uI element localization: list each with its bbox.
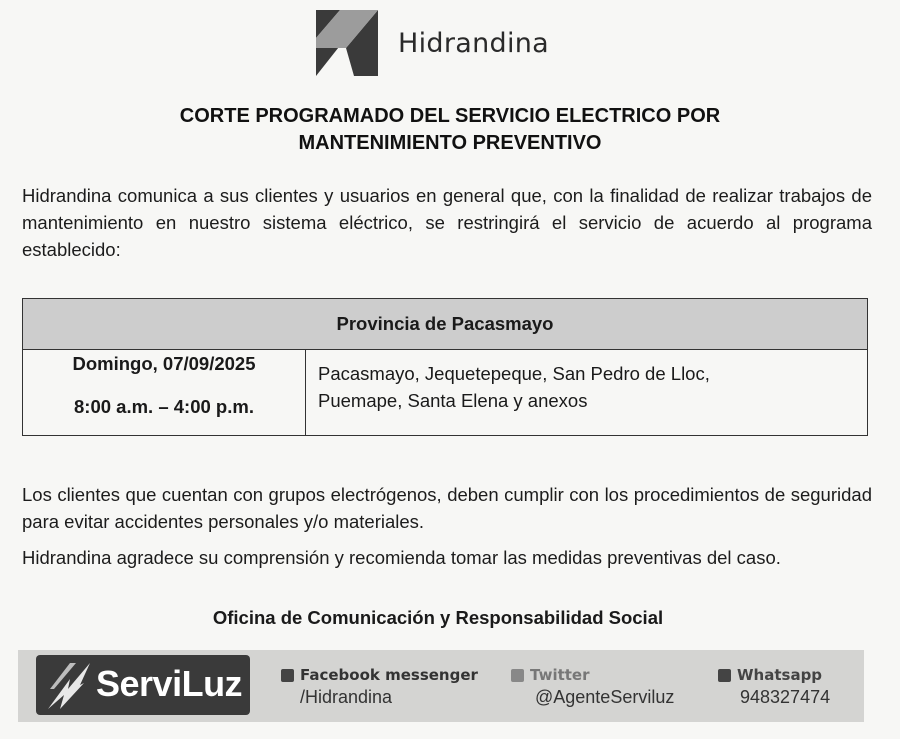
office-signature: Oficina de Comunicación y Responsabilidad Social xyxy=(212,607,664,628)
page-title xyxy=(0,103,900,157)
intro-paragraph: Hidrandina comunica a sus clientes y usuarios en general que, con la finalidad de realizar trabajos de mantenimiento en nuestro sistema eléctrico, se restringirá el servicio de acuerdo al programa establecido: xyxy=(22,185,872,260)
footer-band xyxy=(18,650,864,722)
facebook-handle: /Hidrandina xyxy=(300,687,393,707)
serviluz-wordmark xyxy=(96,663,242,705)
whatsapp-label: Whatsapp xyxy=(737,666,823,684)
serviluz-logo xyxy=(36,655,250,715)
schedule-datetime-cell xyxy=(23,350,306,436)
twitter-contact xyxy=(511,664,674,708)
areas-line-2: Puemape, Santa Elena y anexos xyxy=(318,390,588,411)
facebook-contact xyxy=(281,664,478,708)
whatsapp-number: 948327474 xyxy=(740,687,831,707)
serviluz-wordmark-b: Luz xyxy=(181,663,243,704)
schedule-areas-cell xyxy=(306,350,867,436)
thanks-paragraph: Hidrandina agradece su comprensión y recomienda tomar las medidas preventivas del caso. xyxy=(22,547,781,568)
whatsapp-contact xyxy=(718,664,830,708)
hidrandina-logo-icon xyxy=(316,10,378,76)
serviluz-wordmark-a: Servi xyxy=(96,663,182,704)
schedule-table xyxy=(22,298,868,436)
schedule-time: 8:00 a.m. – 4:00 p.m. xyxy=(74,396,254,417)
title-line-2: MANTENIMIENTO PREVENTIVO xyxy=(298,132,602,154)
messenger-icon xyxy=(281,669,294,682)
twitter-icon xyxy=(511,669,524,682)
generator-notice-paragraph: Los clientes que cuentan con grupos electrógenos, deben cumplir con los procedimientos de seguridad para evitar accidentes personales y/o materiales. xyxy=(22,484,872,532)
whatsapp-icon xyxy=(718,669,731,682)
hidrandina-logo xyxy=(316,10,549,76)
twitter-handle: @AgenteServiluz xyxy=(535,687,675,707)
twitter-label: Twitter xyxy=(530,666,590,684)
lightning-bolt-icon xyxy=(40,659,102,711)
province-header: Provincia de Pacasmayo xyxy=(23,299,867,350)
areas-line-1: Pacasmayo, Jequetepeque, San Pedro de Lloc, xyxy=(318,363,710,384)
facebook-label: Facebook messenger xyxy=(300,666,478,684)
schedule-row xyxy=(23,350,867,436)
title-line-1: CORTE PROGRAMADO DEL SERVICIO ELECTRICO POR xyxy=(179,105,721,127)
company-name: Hidrandina xyxy=(398,27,549,59)
schedule-date: Domingo, 07/09/2025 xyxy=(72,353,256,374)
